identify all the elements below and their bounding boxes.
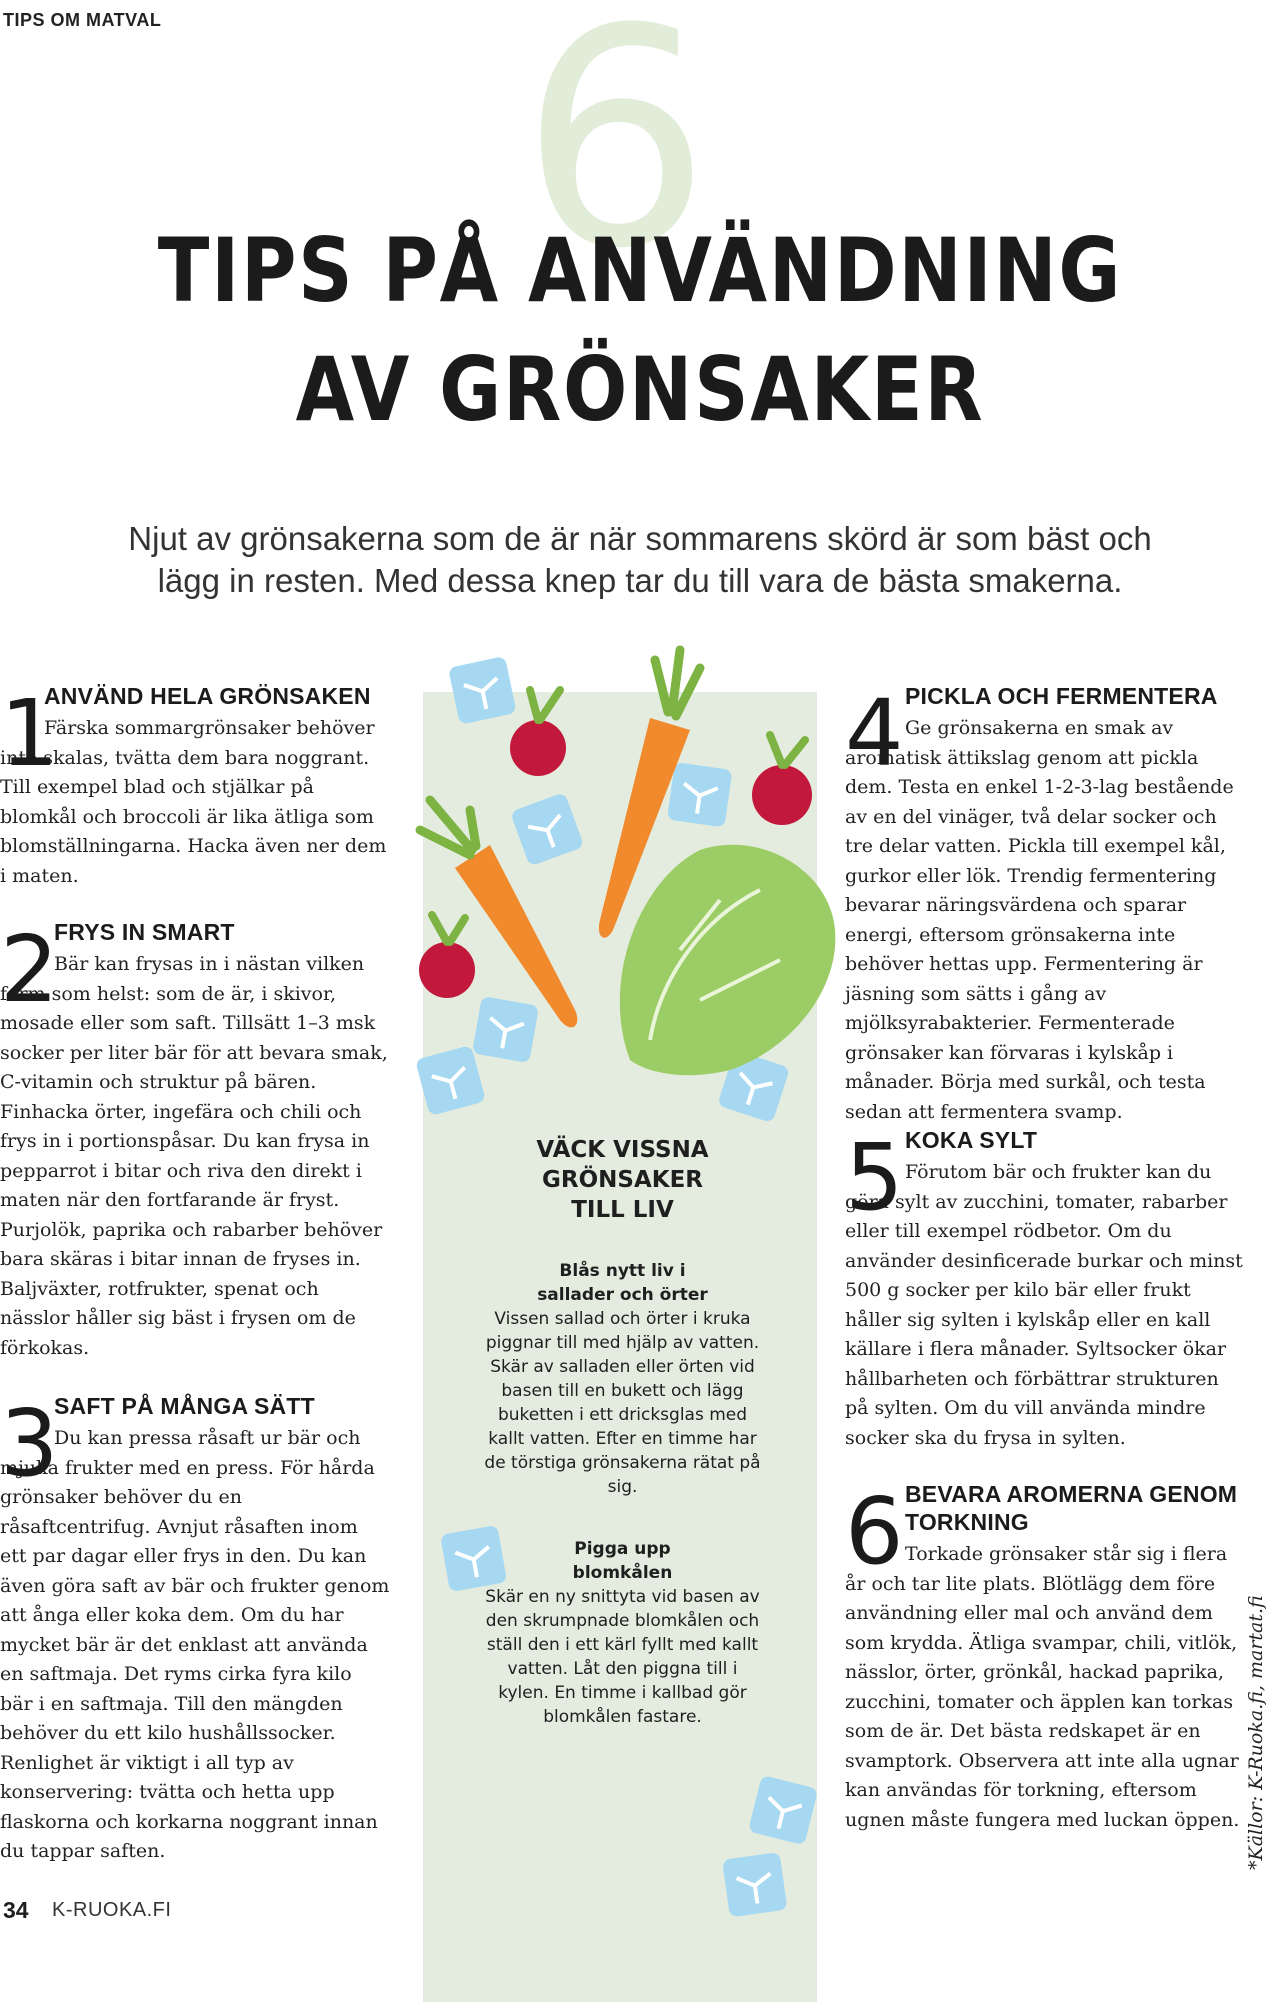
beet-icon <box>510 690 566 776</box>
tip-text: Du kan pressa råsaft ur bär och mjuka frukter med en press. För hårda grönsaker behöver du en råsaftcentrifug. Avnjut råsaften inom ett par dagar eller frys in den. Du kan även göra saft av bär och frukter genom att ånga eller koka dem. Om du har mycket bär är det enklast att använda en saftmaja. Det ryms cirka fyra kilo bär i en saftmaja. Till den mängden behöver du ett kilo hushållssocker. Renlighet är viktigt i all typ av konservering: tvätta och hetta upp flaskorna och korkarna noggrant innan du tappar saften. <box>0 1427 390 1862</box>
tip-4 <box>845 682 1245 1127</box>
tip-text: Ge grönsakerna en smak av aromatisk ättikslag genom att pickla dem. Testa en enkel 1-2-3-lag bestående av en del vinäger, två delar socker och tre delar vatten. Pickla till exempel kål, gurkor eller lök. Trendig fermentering bevarar näringsvärdena och sparar energi, eftersom grönsakerna inte behöver hettas upp. Fermentering är jäsning som sätts i gång av mjölksyrabakterier. Fermenterade grönsaker kan förvaras i kylskåp i månader. Börja med surkål, och testa sedan att fermentera svamp. <box>845 717 1234 1123</box>
sidebar-item-title: blomkålen <box>572 1563 673 1583</box>
tip-number: 6 <box>845 1478 904 1585</box>
beet-icon <box>752 735 812 825</box>
ice-cube-icon <box>415 1045 486 1116</box>
page-number: 34 <box>3 1897 29 1923</box>
tip-heading: PICKLA OCH FERMENTERA <box>905 683 1218 709</box>
sidebar-content <box>480 1135 765 1767</box>
footer-site: K-RUOKA.FI <box>52 1899 172 1921</box>
tip-heading: KOKA SYLT <box>905 1127 1038 1153</box>
sidebar-item-title: Blås nytt liv i <box>559 1261 686 1281</box>
tip-text: Torkade grönsaker står sig i flera år och tar lite plats. Blötlägg dem före användning eller mal och använd dem som krydda. Ätliga svampar, chili, vitlök, nässlor, örter, grönkål, hackad paprika, zucchini, tomater och äpplen kan torkas som de är. Det bästa redskapet är en svamptork. Observera att inte alla ugnar kan användas för torkning, eftersom ugnen måste fungera med luckan öppen. <box>845 1543 1240 1831</box>
tip-2 <box>0 918 390 1363</box>
tip-heading: BEVARA AROMERNA GENOM TORKNING <box>905 1481 1238 1535</box>
lead-line-1: Njut av grönsakerna som de är när sommarens skörd är som bäst och <box>128 520 1152 557</box>
sidebar-item <box>480 1259 765 1499</box>
lettuce-icon <box>620 845 836 1075</box>
tip-5 <box>845 1126 1245 1453</box>
sidebar-item-title: Pigga upp <box>574 1539 671 1559</box>
sidebar-item-title: sallader och örter <box>537 1285 708 1305</box>
ice-cube-icon <box>748 1775 818 1845</box>
tip-heading: FRYS IN SMART <box>54 919 235 945</box>
beet-icon <box>419 915 475 998</box>
tip-number: 4 <box>845 680 904 787</box>
ice-cube-icon <box>510 792 584 866</box>
ice-cube-icon <box>472 996 539 1063</box>
source-credit: *Källor: K-Ruoka.fi, martat.fi <box>1245 1595 1267 1870</box>
tip-heading: ANVÄND HELA GRÖNSAKEN <box>44 683 371 709</box>
tip-text: Färska sommargrönsaker behöver inte skalas, tvätta dem bara noggrant. Till exempel blad och stjälkar på blomkål och broccoli är lika ätliga som blomställningarna. Hacka även ner dem i maten. <box>0 717 387 887</box>
sidebar-heading-line: GRÖNSAKER <box>542 1167 703 1193</box>
tip-number: 2 <box>0 916 59 1023</box>
ice-cube-icon <box>722 1852 788 1918</box>
page-title-line-1: TIPS PÅ ANVÄNDNING <box>157 219 1123 322</box>
tip-number: 1 <box>0 680 59 787</box>
tip-text: Förutom bär och frukter kan du göra sylt av zucchini, tomater, rabarber eller till exempel rödbetor. Om du använder desinficerade burkar och minst 500 g socker per kilo bär eller frukt håller sig sylten i kylskåp eller en kall källare i flera månader. Syltsocker ökar hållbarheten och förbättrar strukturen på sylten. Om du vill använda mindre socker ska du frysa in sylten. <box>845 1161 1243 1449</box>
tip-3 <box>0 1392 390 1867</box>
decorative-big-number: 6 <box>520 0 711 314</box>
ice-cube-icon <box>667 762 733 828</box>
sidebar-heading <box>480 1135 765 1225</box>
tip-heading: SAFT PÅ MÅNGA SÄTT <box>54 1393 315 1419</box>
ice-cube-icon <box>448 656 517 725</box>
tip-number: 5 <box>845 1124 904 1231</box>
sidebar-heading-line: VÄCK VISSNA <box>536 1137 709 1163</box>
page-title-line-2: AV GRÖNSAKER <box>295 337 985 441</box>
tip-6 <box>845 1480 1245 1835</box>
sidebar-item-text: Skär en ny snittyta vid basen av den skrumpnade blomkålen och ställ den i ett kärl fyllt med kallt vatten. Låt den piggna till i kylen. En timme i kallbad gör blomkålen fastare. <box>485 1587 760 1727</box>
lead-line-2: lägg in resten. Med dessa knep tar du till vara de bästa smakerna. <box>157 562 1123 599</box>
sidebar-item <box>480 1537 765 1729</box>
sidebar-heading-line: TILL LIV <box>571 1197 674 1223</box>
tip-number: 3 <box>0 1390 59 1497</box>
sidebar-item-text: Vissen sallad och örter i kruka piggnar till med hjälp av vatten. Skär av salladen eller örten vid basen till en bukett och lägg buketten i ett dricksglas med kallt vatten. Efter en timme har de törstiga grönsakerna rätat på sig. <box>484 1309 761 1497</box>
tip-1 <box>0 682 390 891</box>
tip-text: Bär kan frysas in i nästan vilken form som helst: som de är, i skivor, mosade eller som saft. Tillsätt 1–3 msk socker per liter bär för att bevara smak, C-vitamin och struktur på bären. Finhacka örter, ingefära och chili och frys in i portionspåsar. Du kan frysa in pepparrot i bitar och riva den direkt i maten när den fortfarande är fryst. Purjolök, paprika och rabarber behöver bara skäras i bitar innan de fryses in. Baljväxter, rotfrukter, spenat och nässlor håller sig bäst i frysen om de förkokas. <box>0 953 388 1359</box>
section-label: TIPS OM MATVAL <box>3 10 162 30</box>
